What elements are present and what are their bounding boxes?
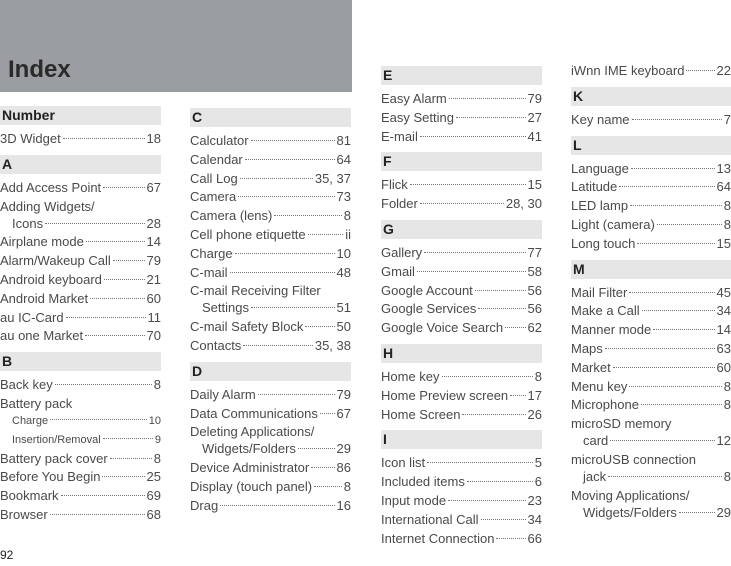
index-entry-label: Google Account (381, 282, 473, 298)
leader-dots (235, 253, 335, 254)
index-entry-label-cont: Widgets/Folders (202, 441, 296, 457)
index-entry-page: 14 (146, 234, 161, 250)
index-entry[interactable] (381, 387, 542, 406)
index-entry[interactable] (381, 109, 542, 128)
index-entry[interactable] (381, 244, 542, 263)
index-entry-label: Folder (381, 196, 418, 212)
index-entry-page: 15 (527, 177, 542, 193)
leader-dots (496, 538, 525, 539)
leader-dots (113, 260, 145, 261)
index-entry[interactable] (571, 235, 731, 254)
index-banner (0, 0, 352, 92)
index-entry-page: 13 (716, 160, 731, 176)
leader-dots (417, 271, 526, 272)
index-entry-page: 41 (527, 128, 542, 144)
leader-dots (274, 215, 341, 216)
leader-dots (608, 476, 722, 477)
index-entry-page: 10 (336, 245, 351, 261)
index-entry[interactable] (190, 299, 351, 318)
index-entry-page: 10 (148, 414, 161, 427)
index-entry[interactable] (0, 487, 161, 506)
index-entry-page: 60 (146, 290, 161, 306)
index-entry-label: Easy Alarm (381, 91, 447, 106)
index-entry-page: 68 (146, 506, 161, 522)
leader-dots (456, 117, 526, 118)
index-entry-label: Key name (571, 111, 630, 127)
index-entry-page: 79 (527, 91, 542, 106)
index-entry-label: Browser (0, 506, 48, 522)
index-entry[interactable] (381, 530, 542, 549)
index-entry[interactable] (381, 454, 542, 473)
index-entry[interactable] (571, 197, 731, 216)
index-entry[interactable] (571, 396, 731, 415)
index-entry-page: 63 (716, 340, 731, 356)
index-entry-page: 70 (146, 328, 161, 344)
leader-dots (629, 386, 721, 387)
index-entry-page: 35, 37 (314, 170, 351, 186)
index-entry-label: Contacts (190, 337, 242, 353)
index-entry-page: 28, 30 (505, 196, 542, 212)
leader-dots (103, 438, 153, 439)
page-title: Index (8, 56, 71, 83)
leader-dots (50, 419, 147, 420)
index-entry-label-cont: Widgets/Folders (583, 504, 677, 520)
index-entry[interactable] (190, 405, 351, 424)
index-entry[interactable] (381, 90, 542, 109)
leader-dots (619, 186, 714, 187)
leader-dots (50, 514, 145, 515)
index-entry-page: 18 (146, 131, 161, 146)
index-entry[interactable] (381, 263, 542, 282)
leader-dots (110, 458, 152, 459)
leader-dots (475, 290, 526, 291)
index-entry-label: Home Screen (381, 406, 461, 422)
index-entry-label: Internet Connection (381, 530, 495, 546)
leader-dots (220, 505, 334, 506)
leader-dots (258, 394, 335, 395)
index-entry[interactable] (190, 170, 351, 189)
index-entry[interactable] (381, 319, 542, 338)
index-entry[interactable] (381, 368, 542, 387)
index-entry-label: Android keyboard (0, 271, 102, 287)
index-entry-page: 67 (336, 405, 351, 421)
leader-dots (449, 98, 526, 99)
index-entry[interactable] (571, 432, 731, 451)
leader-dots (314, 486, 342, 487)
leader-dots (641, 404, 722, 405)
index-entry-page: 48 (336, 264, 351, 280)
index-entry[interactable] (0, 412, 161, 431)
index-entry-label: Daily Alarm (190, 386, 256, 402)
index-entry-page: 8 (153, 377, 161, 393)
index-entry-label: Google Voice Search (381, 320, 504, 336)
index-entry-page: 22 (716, 63, 731, 78)
index-entry-page: 56 (527, 301, 542, 317)
leader-dots (55, 384, 152, 385)
leader-dots (657, 224, 722, 225)
index-entry-label: LED lamp (571, 198, 629, 214)
index-entry-page: 86 (336, 460, 351, 476)
index-entry-label: Back key (0, 377, 53, 393)
leader-dots (605, 348, 715, 349)
index-entry-label: Charge (12, 414, 49, 427)
index-entry-page: 58 (527, 263, 542, 279)
index-entry[interactable] (0, 309, 161, 328)
index-entry-page: 6 (534, 474, 542, 490)
leader-dots (613, 367, 715, 368)
leader-dots (505, 327, 525, 328)
index-entry-label: C-mail (190, 264, 228, 280)
section-header: C (190, 108, 351, 127)
leader-dots (63, 138, 145, 139)
index-entry-page: 34 (716, 303, 731, 319)
index-entry-page: 73 (336, 189, 351, 205)
index-entry[interactable] (571, 284, 731, 303)
leader-dots (305, 326, 334, 327)
index-entry-label: Android Market (0, 290, 89, 306)
index-entry-label-cont: Icons (12, 215, 44, 231)
index-entry[interactable] (0, 290, 161, 309)
index-entry[interactable] (381, 128, 542, 147)
leader-dots (629, 292, 714, 293)
index-entry-page: 29 (716, 504, 731, 520)
index-entry-label: C-mail Receiving Filter (190, 283, 321, 299)
index-entry[interactable] (0, 468, 161, 487)
index-entry[interactable] (381, 300, 542, 319)
index-column-4 (571, 62, 731, 523)
index-entry-page: 15 (716, 235, 731, 251)
index-entry-page: 60 (716, 359, 731, 375)
index-entry[interactable] (190, 151, 351, 170)
index-entry[interactable] (571, 321, 731, 340)
section-header: G (381, 220, 542, 239)
index-entry-label: Maps (571, 340, 603, 356)
index-entry[interactable] (571, 378, 731, 397)
index-column-1 (0, 106, 161, 525)
leader-dots (238, 196, 334, 197)
leader-dots (462, 414, 525, 415)
section-header: F (381, 152, 542, 171)
index-entry-page: 8 (723, 216, 731, 232)
index-entry[interactable] (190, 207, 351, 226)
section-header: M (571, 260, 731, 279)
index-entry-label: Battery pack cover (0, 450, 108, 466)
index-entry[interactable] (190, 386, 351, 405)
index-entry-label: Flick (381, 177, 408, 193)
index-entry-page: 8 (534, 368, 542, 384)
leader-dots (686, 70, 714, 71)
leader-dots (410, 184, 526, 185)
index-entry-label: Language (571, 160, 629, 176)
index-entry[interactable] (190, 264, 351, 283)
leader-dots (679, 512, 715, 513)
leader-dots (104, 279, 145, 280)
leader-dots (442, 376, 533, 377)
leader-dots (245, 159, 335, 160)
index-entry[interactable] (0, 506, 161, 525)
index-entry-page: 77 (527, 244, 542, 260)
index-entry-label: Camera (190, 189, 237, 205)
index-entry-page: 8 (343, 208, 351, 224)
leader-dots (510, 395, 525, 396)
section-header: B (0, 352, 161, 371)
index-entry-label: Adding Widgets/ (0, 198, 95, 214)
index-entry-label: Alarm/Wakeup Call (0, 253, 111, 269)
section-header: L (571, 136, 731, 155)
index-entry-page: 64 (716, 179, 731, 195)
index-entry-page: 62 (527, 320, 542, 336)
index-entry[interactable] (0, 252, 161, 271)
leader-dots (311, 467, 334, 468)
leader-dots (420, 136, 526, 137)
index-entry-page: 64 (336, 151, 351, 167)
leader-dots (61, 495, 145, 496)
index-entry-page: 12 (716, 433, 731, 449)
leader-dots (632, 119, 722, 120)
index-entry[interactable] (381, 511, 542, 530)
leader-dots (467, 481, 533, 482)
index-entry[interactable] (381, 492, 542, 511)
index-entry-label: Moving Applications/ (571, 487, 690, 503)
index-entry-label: au IC-Card (0, 309, 64, 325)
index-entry-label: Icon list (381, 455, 426, 471)
leader-dots (631, 168, 715, 169)
leader-dots (420, 203, 504, 204)
index-entry[interactable] (0, 327, 161, 346)
index-entry-label: Easy Setting (381, 109, 454, 125)
index-entry-label: Market (571, 359, 611, 375)
index-entry[interactable] (0, 450, 161, 469)
index-entry-page: 81 (336, 133, 351, 148)
leader-dots (90, 298, 144, 299)
index-entry-page: 29 (336, 441, 351, 457)
index-column-2 (190, 108, 351, 516)
index-entry-label: E-mail (381, 128, 418, 144)
index-entry-label: Camera (lens) (190, 208, 273, 224)
leader-dots (251, 140, 335, 141)
index-entry-page: 50 (336, 319, 351, 335)
index-entry-label: Gmail (381, 263, 415, 279)
index-entry[interactable] (190, 440, 351, 459)
index-entry-label: Input mode (381, 492, 447, 508)
section-header: E (381, 66, 542, 85)
index-entry-page: 51 (336, 300, 351, 316)
index-entry-label: Calendar (190, 151, 243, 167)
index-entry-page: 28 (146, 215, 161, 231)
leader-dots (653, 329, 714, 330)
index-entry-page: 14 (716, 322, 731, 338)
leader-dots (86, 241, 145, 242)
index-entry-page: 45 (716, 284, 731, 300)
leader-dots (102, 476, 144, 477)
index-entry[interactable] (571, 160, 731, 179)
index-entry-label-cont: jack (583, 468, 607, 484)
index-entry-page: 56 (527, 282, 542, 298)
index-entry-page: 8 (153, 450, 161, 466)
leader-dots (637, 243, 714, 244)
index-entry-label: Charge (190, 245, 233, 261)
index-entry-label: Data Communications (190, 405, 318, 421)
index-entry-page: 66 (527, 530, 542, 546)
section-header: K (571, 87, 731, 106)
index-entry-label: Before You Begin (0, 469, 101, 485)
leader-dots (308, 234, 344, 235)
leader-dots (298, 448, 335, 449)
index-entry-label-cont: card (583, 433, 609, 449)
index-entry-label: Google Services (381, 301, 477, 317)
index-entry-page: 8 (723, 397, 731, 413)
index-entry-label: Insertion/Removal (12, 433, 101, 446)
index-entry[interactable] (571, 504, 731, 523)
index-entry[interactable] (190, 226, 351, 245)
section-header: Number (0, 106, 161, 125)
index-entry-page: 79 (146, 253, 161, 269)
section-header: D (190, 362, 351, 381)
index-entry-page: 16 (336, 497, 351, 513)
index-entry-label: Make a Call (571, 303, 640, 319)
leader-dots (240, 178, 313, 179)
index-entry[interactable] (0, 431, 161, 450)
index-entry-page: 25 (146, 469, 161, 485)
index-entry-page: 11 (147, 309, 161, 325)
index-entry[interactable] (381, 282, 542, 301)
index-entry-label: Add Access Point (0, 179, 102, 195)
index-entry-label: Menu key (571, 378, 628, 394)
index-entry-page: 5 (534, 455, 542, 471)
index-entry-page: 26 (527, 406, 542, 422)
index-entry-label: Drag (190, 497, 219, 513)
index-entry[interactable] (190, 478, 351, 497)
index-entry-page: 7 (723, 111, 731, 127)
index-entry[interactable] (0, 271, 161, 290)
index-entry[interactable] (0, 215, 161, 234)
index-entry-label: International Call (381, 511, 479, 527)
index-entry-label-cont: Settings (202, 300, 249, 316)
index-entry[interactable] (381, 473, 542, 492)
index-entry-label: Long touch (571, 235, 636, 251)
index-entry-page: ii (345, 226, 351, 242)
index-entry[interactable] (381, 406, 542, 425)
leader-dots (45, 223, 144, 224)
index-entry-page: 9 (154, 433, 161, 446)
index-entry-label: Deleting Applications/ (190, 424, 315, 440)
index-entry-page: 8 (723, 468, 731, 484)
leader-dots (85, 335, 144, 336)
index-entry-page: 67 (146, 179, 161, 195)
index-entry[interactable] (0, 376, 161, 395)
index-entry[interactable] (571, 216, 731, 235)
index-entry[interactable] (190, 132, 351, 151)
index-entry[interactable] (190, 497, 351, 516)
leader-dots (251, 307, 335, 308)
leader-dots (230, 272, 335, 273)
index-entry[interactable] (571, 468, 731, 487)
section-header: I (381, 430, 542, 449)
index-entry-label: Bookmark (0, 488, 59, 504)
leader-dots (610, 440, 714, 441)
index-entry[interactable] (190, 318, 351, 337)
leader-dots (427, 462, 533, 463)
index-entry[interactable] (190, 245, 351, 264)
index-entry-page: 23 (527, 492, 542, 508)
leader-dots (448, 500, 525, 501)
index-entry-page: 69 (146, 488, 161, 504)
index-entry[interactable] (571, 359, 731, 378)
leader-dots (103, 187, 144, 188)
index-entry-label: Gallery (381, 244, 423, 260)
index-entry[interactable] (190, 337, 351, 356)
index-entry[interactable] (0, 179, 161, 198)
section-header: A (0, 155, 161, 174)
index-entry[interactable] (571, 340, 731, 359)
index-entry[interactable] (571, 111, 731, 130)
index-entry-label: Cell phone etiquette (190, 226, 306, 242)
index-entry-page: 8 (343, 478, 351, 494)
index-entry[interactable] (571, 62, 731, 81)
index-entry[interactable] (381, 176, 542, 195)
index-entry-label: Home key (381, 368, 440, 384)
index-entry-page: 27 (527, 109, 542, 125)
index-entry[interactable] (190, 459, 351, 478)
leader-dots (243, 345, 313, 346)
index-entry-label: Latitude (571, 179, 618, 195)
index-entry-header: Battery pack (0, 395, 73, 411)
leader-dots (642, 310, 715, 311)
section-header: H (381, 344, 542, 363)
index-entry-label: Calculator (190, 133, 249, 148)
page-number: 92 (0, 548, 14, 562)
index-entry-label: microUSB connection (571, 451, 696, 467)
leader-dots (630, 205, 722, 206)
index-entry-label: Included items (381, 474, 465, 490)
index-entry[interactable] (571, 302, 731, 321)
index-entry-label: Microphone (571, 397, 639, 413)
index-entry-label: Call Log (190, 170, 238, 186)
index-entry-page: 21 (146, 271, 161, 287)
index-entry-label: Light (camera) (571, 216, 655, 232)
leader-dots (481, 519, 526, 520)
leader-dots (478, 308, 525, 309)
index-entry-page: 8 (723, 198, 731, 214)
leader-dots (424, 252, 525, 253)
index-entry-label: Manner mode (571, 322, 652, 338)
index-entry[interactable] (0, 233, 161, 252)
index-entry-label: iWnn IME keyboard (571, 63, 685, 78)
index-entry-label: microSD memory (571, 416, 672, 432)
index-entry-label: Device Administrator (190, 460, 310, 476)
index-entry-page: 17 (527, 387, 542, 403)
index-entry-label: C-mail Safety Block (190, 319, 304, 335)
leader-dots (320, 413, 335, 414)
index-entry-label: Airplane mode (0, 234, 84, 250)
index-entry-page: 8 (723, 378, 731, 394)
index-entry-label: Mail Filter (571, 284, 628, 300)
index-entry[interactable] (381, 195, 542, 214)
index-entry-label: Home Preview screen (381, 387, 509, 403)
index-entry-label: 3D Widget (0, 131, 61, 146)
index-column-3 (381, 66, 542, 548)
index-entry-page: 34 (527, 511, 542, 527)
index-entry[interactable] (190, 188, 351, 207)
index-entry[interactable] (571, 178, 731, 197)
index-entry-label: Display (touch panel) (190, 478, 313, 494)
index-entry-page: 79 (336, 386, 351, 402)
index-entry[interactable] (0, 130, 161, 149)
index-entry-label: au one Market (0, 328, 84, 344)
leader-dots (66, 317, 146, 318)
index-entry-page: 35, 38 (314, 337, 351, 353)
